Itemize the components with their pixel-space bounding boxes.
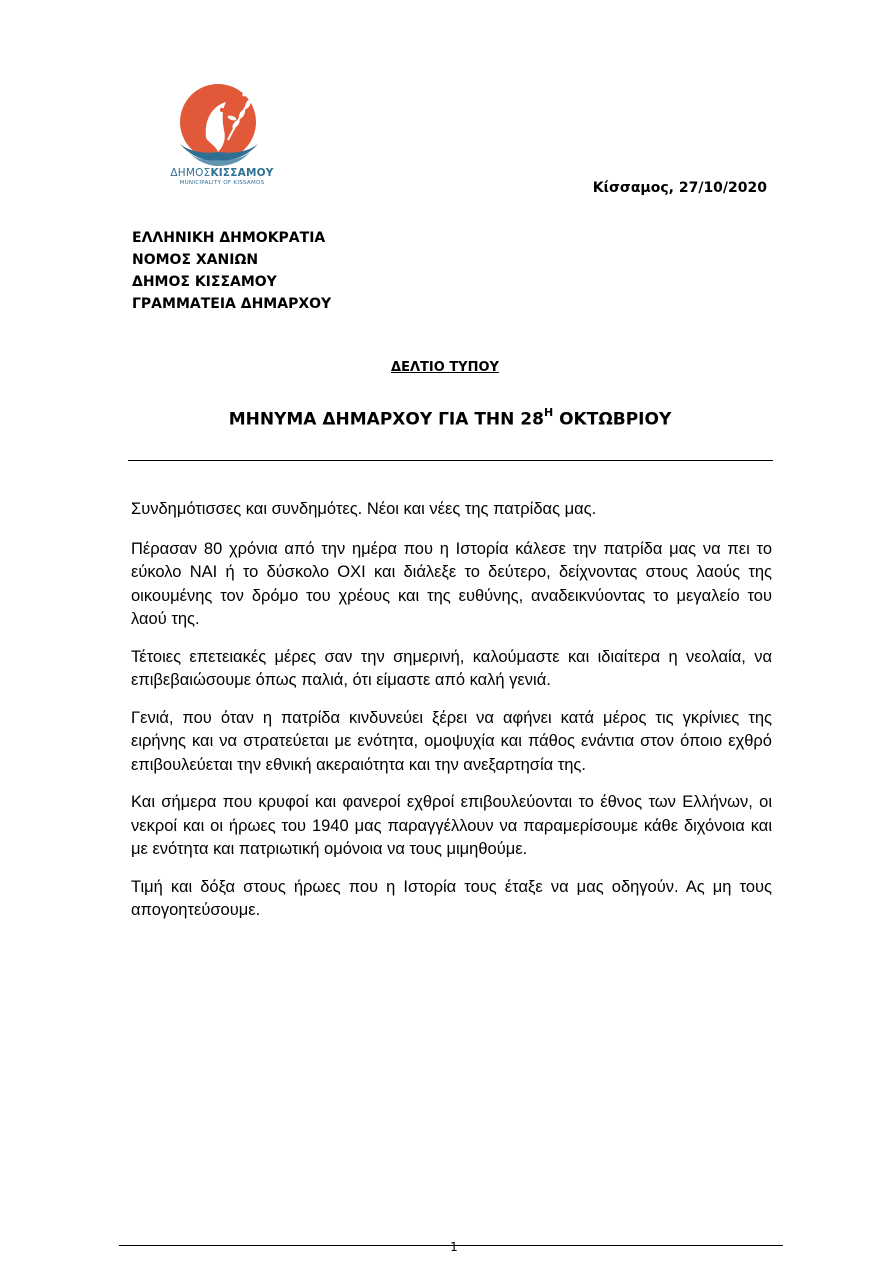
paragraph: Και σήμερα που κρυφοί και φανεροί εχθροί επιβουλεύονται το έθνος των Ελλήνων, οι νεκροί και οι ήρωες του 1940 μας παραγγέλλουν να παραμερίσουμε κάθε διχόνοια και με ενότητα και πατριωτική ομόνοια να τους μιμηθούμε. xyxy=(131,793,772,858)
document-title: ΜΗΝΥΜΑ ΔΗΜΑΡΧΟΥ ΓΙΑ ΤΗΝ $28^H$ ΟΚΤΩΒΡΙΟΥ xyxy=(228,406,672,430)
message-body xyxy=(131,498,772,937)
org-line: ΔΗΜΟΣ ΚΙΣΣΑΜΟΥ xyxy=(132,274,277,290)
paragraph: Τέτοιες επετειακές μέρες σαν την σημερινή, καλούμαστε και ιδιαίτερα η νεολαία, να επιβεβαιώσουμε όπως παλιά, ότι είμαστε από καλή γενιά. xyxy=(131,647,772,689)
title-divider xyxy=(128,460,773,461)
organization-block xyxy=(132,227,331,315)
paragraph: Γενιά, που όταν η πατρίδα κινδυνεύει ξέρει να αφήνει κατά μέρος τις γκρίνιες της ειρήνης και να στρατεύεται με ενότητα, ομοψυχία και πάθος ενάντια στον όποιο εχθρό επιβουλεύεται την εθνική ακεραιότητα και την ανεξαρτησία της. xyxy=(131,708,772,774)
date-line: Κίσσαμος, 27/10/2020 xyxy=(592,180,767,196)
logo-text xyxy=(160,167,284,187)
title-superscript: Η xyxy=(543,406,554,419)
page-number: 1 xyxy=(450,1240,458,1254)
press-release-label: ΔΕΛΤΙΟ ΤΥΠΟΥ xyxy=(391,360,499,375)
paragraph: Πέρασαν 80 χρόνια από την ημέρα που η Ιστορία κάλεσε την πατρίδα μας να πει το εύκολο ΝΑΙ ή το δύσκολο ΟΧΙ και διάλεξε το δεύτερο, δείχνοντας στους λαούς της οικουμένης τον δρόμο του χρέους και της ευθύνης, αναδεικνύοντας το μεγαλείο του λαού της. xyxy=(131,539,772,628)
logo-subtitle: MUNICIPALITY OF KISSAMOS xyxy=(179,180,265,186)
logo-name: ΔΗΜΟΣΚΙΣΣΑΜΟΥ xyxy=(170,167,274,179)
paragraph: Τιμή και δόξα στους ήρωες που η Ιστορία τους έταξε να μας οδηγούν. Ας μη τους απογοητεύσουμε. xyxy=(131,877,772,919)
paragraph: Συνδημότισσες και συνδημότες. Νέοι και νέες της πατρίδας μας. xyxy=(131,500,597,518)
org-line: ΓΡΑΜΜΑΤΕΙΑ ΔΗΜΑΡΧΟΥ xyxy=(132,296,332,312)
org-line: ΝΟΜΟΣ ΧΑΝΙΩΝ xyxy=(132,252,259,268)
org-line: ΕΛΛΗΝΙΚΗ ΔΗΜΟΚΡΑΤΙΑ xyxy=(132,230,326,246)
